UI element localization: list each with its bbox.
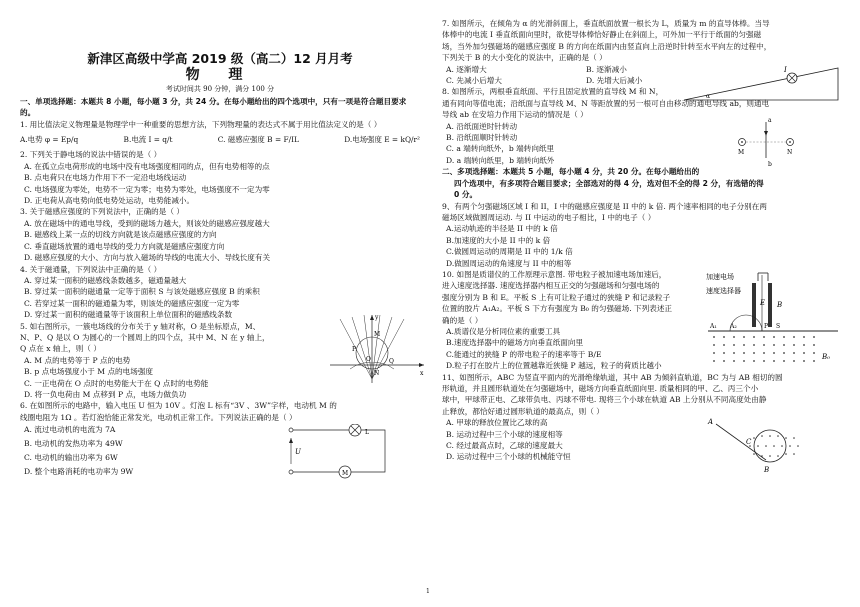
fig8-n-label: N: [787, 149, 793, 157]
mass-spectrometer-figure: [704, 271, 844, 371]
q3-option-a: A. 放在磁场中的通电导线，受到的磁场力越大，则该处的磁感应强度越大: [24, 218, 270, 228]
q11-option-a: A. 甲球的释放位置比乙球的高: [446, 418, 548, 428]
fig10-p-label: P: [764, 322, 769, 330]
q9-option-b: B.加速度的大小是 II 中的 k 倍: [446, 235, 551, 245]
fig8-b-label: b: [768, 161, 772, 169]
question-11: [442, 372, 847, 474]
fig5-o-label: O: [366, 355, 371, 363]
field-lines-figure: [320, 313, 430, 385]
q7-option-b: B. 逐渐减小: [586, 64, 627, 74]
exam-subject: 物 理: [185, 67, 255, 83]
q4-option-d: D. 穿过某一面积的磁通量等于该面积上单位面积的磁感线条数: [24, 310, 233, 320]
q7-stem-2: 体棒中的电流 I 垂直纸面向里时，欲使导体棒恰好静止在斜面上，可外加一平行于纸面的匀强磁: [442, 30, 762, 40]
fig10-b0-label: B₀: [822, 352, 830, 361]
q6-option-c: C. 电动机的输出功率为 6W: [24, 453, 118, 463]
q2-option-a: A. 在孤立点电荷形成的电场中没有电场强度相同的点，但有电势相等的点: [24, 161, 270, 171]
fig10-a2-label: A₂: [730, 322, 737, 330]
track-figure: [704, 416, 844, 478]
q2-option-c: C. 电场强度为零处，电势不一定为零；电势为零处，电场强度不一定为零: [24, 184, 270, 194]
section2-heading-2: 四个选项中，有多项符合题目要求；全部选对的得 4 分，选对但不全的得 2 分，有选错的得: [454, 178, 764, 188]
fig11-b-label: B: [764, 465, 770, 474]
q7-stem-1: 7. 如图所示，在倾角为 α 的光滑斜面上，垂直纸面放置一根长为 L，质量为 m 的直导体棒。当导: [442, 19, 770, 28]
q5-option-a: A. M 点的电势等于 P 点的电势: [24, 355, 131, 365]
q8-stem-2: 通有同向等值电流；沿纸面与直导线 M、N 等距放置的另一根可自由移动的通电导线 ab，则通电: [442, 98, 770, 108]
question-3: [20, 206, 420, 263]
left-column: [20, 0, 424, 479]
q2-option-d: D. 正电荷从高电势向低电势处运动，电势能减小。: [24, 196, 195, 206]
q9-option-d: D.做圆周运动的角速度与 II 中的相等: [446, 258, 572, 268]
q8-option-d: D. a 端转向纸里，b 端转向纸外: [446, 155, 555, 165]
q7-option-c: C. 先减小后增大: [446, 76, 502, 86]
q1-stem: 1. 用比值法定义物理量是物理学中一种重要的思想方法，下列物理量的表达式不属于用比值法定义的是（ ）: [20, 119, 382, 129]
q6-option-a: A. 流过电动机的电流为 7A: [24, 425, 116, 435]
q3-stem: 3. 关于磁感应强度的下列说法中，正确的是（ ）: [20, 207, 184, 217]
q10-stem-2: 进入速度选择器. 速度选择器内相互正交的匀强磁场和匀强电场的: [442, 281, 660, 291]
fig5-n-label: N: [374, 369, 380, 377]
q1-option-b: B.电流 I = q/t: [123, 135, 173, 145]
q8-option-b: B. 沿纸面顺时针转动: [446, 133, 518, 143]
q8-stem-1: 8. 如图所示，两根垂直纸面、平行且固定放置的直导线 M 和 N，: [442, 87, 664, 97]
fig5-x-label: x: [420, 369, 424, 377]
q7-stem-3: 场，当外加匀强磁场的磁感应强度 B 的方向在纸面内由竖直向上沿逆时针转至水平向左的过程中，: [442, 41, 772, 51]
q9-option-a: A.运动轨迹的半径是 II 中的 k 倍: [446, 224, 558, 234]
q10-stem-1: 10. 如图是质谱仪的工作原理示意图. 带电粒子被加速电场加速后，: [442, 269, 667, 279]
question-8: [442, 86, 847, 169]
question-9: [442, 201, 847, 269]
q10-stem-3: 强度分别为 B 和 E。平板 S 上有可让粒子通过的狭缝 P 和记录粒子: [442, 292, 671, 302]
q6-stem-2: 线圈电阻为 1Ω 。若灯泡恰能正常发光，电动机正常工作。下列说法正确的是（ ）: [20, 412, 297, 422]
q3-option-b: B. 磁感线上某一点的切线方向就是该点磁感应强度的方向: [24, 230, 217, 240]
q9-stem-2: 磁场区域做圆周运动. 与 II 中运动的电子相比，I 中的电子（ ）: [442, 212, 656, 222]
q10-stem-4: 位置的胶片 A₁A₂。平板 S 下方有强度为 B₀ 的匀强磁场. 下列表述正: [442, 304, 673, 314]
q3-option-c: C. 垂直磁场放置的通电导线的受力方向就是磁感应强度方向: [24, 241, 225, 251]
q1-option-c: C. 磁感应强度 B = F/IL: [217, 135, 299, 145]
section2-heading: [442, 166, 847, 200]
fig10-selector-label: 速度选择器: [706, 286, 741, 295]
fig10-e-label: E: [760, 298, 766, 307]
q9-option-c: C.做圆周运动的周期是 II 中的 1/k 倍: [446, 247, 573, 257]
q5-stem-1: 5. 如右图所示，一簇电场线的分布关于 y 轴对称，O 是坐标原点，M、: [20, 321, 261, 331]
fig7-i-label: I: [784, 66, 787, 74]
fig10-accel-label: 加速电场: [706, 272, 734, 281]
right-column: [442, 18, 847, 474]
q7-option-a: A. 逐渐增大: [446, 64, 487, 74]
fig10-s-label: S: [776, 322, 781, 330]
q6-option-d: D. 整个电路消耗的电功率为 9W: [24, 467, 134, 477]
q5-stem-2: N、P、Q 是以 O 为圆心的一个圆周上的四个点，其中 M、N 在 y 轴上，: [20, 332, 270, 342]
q11-stem-2: 形轨道，并且圆形轨道处在匀强磁场中，磁场方向垂直纸面向里. 质量相同的甲、乙、丙三个小: [442, 384, 759, 393]
fig5-m-label: M: [374, 330, 381, 338]
q1-option-d: D.电场强度 E = kQ/r²: [344, 135, 420, 145]
q11-option-b: B. 运动过程中三个小球的速度相等: [446, 429, 563, 439]
q5-option-c: C. 一正电荷在 O 点时的电势能大于在 Q 点时的电势能: [24, 378, 209, 388]
fig11-c-label: C: [746, 437, 752, 446]
q8-option-c: C. a 端转向纸外，b 端转向纸里: [446, 144, 555, 154]
section2-heading-3: 0 分。: [454, 190, 478, 200]
q10-option-d: D.粒子打在胶片上的位置越靠近狭缝 P 越远，粒子的荷质比越小: [446, 361, 662, 371]
q10-option-a: A.质谱仪是分析同位素的重要工具: [446, 326, 561, 336]
wires-figure: [732, 112, 802, 168]
q11-stem-4: 止释放，都恰好通过圆形轨道的最高点，则（ ）: [442, 406, 604, 416]
q5-stem-3: Q 点在 x 轴上，则（ ）: [20, 344, 101, 354]
fig8-a-label: a: [768, 117, 772, 125]
fig6-m-label: M: [342, 470, 349, 478]
section1-heading: 一、单项选择题：本题共 8 小题，每小题 3 分，共 24 分。在每小题给出的四个选项中，只有一项是符合题目要求的。: [20, 96, 407, 118]
fig5-y-label: y: [375, 313, 379, 321]
q4-option-c: C. 若穿过某一面积的磁通量为零，则该处的磁感应强度一定为零: [24, 298, 240, 308]
q10-option-c: C.能通过的狭缝 P 的带电粒子的速率等于 B/E: [446, 349, 602, 359]
q7-stem-4: 下列关于 B 的大小变化的说法中，正确的是（ ）: [442, 53, 607, 63]
q11-option-c: C. 经过最高点时，乙球的速度最大: [446, 441, 563, 451]
q5-option-b: B. p 点电场强度小于 M 点的电场强度: [24, 367, 154, 377]
q6-option-b: B. 电动机的发热功率为 49W: [24, 439, 123, 449]
q2-stem: 2. 下列关于静电场的说法中错误的是（ ）: [20, 150, 162, 160]
fig6-l-label: L: [365, 429, 369, 437]
section2-heading-1: 二、多项选择题：本题共 5 小题，每小题 4 分，共 20 分。在每小题给出的: [442, 167, 700, 177]
fig10-a1-label: A₁: [710, 322, 717, 330]
motor-circuit-figure: [285, 424, 395, 480]
q11-stem-3: 球中，甲球带正电、乙球带负电、丙球不带电. 现将三个小球在轨道 AB 上分别从不同高度处由静: [442, 395, 767, 405]
fig5-p-label: P: [352, 345, 357, 353]
fig11-a-label: A: [708, 417, 714, 426]
exam-title: 新津区高级中学高 2019 级（高二）12 月月考: [87, 51, 353, 66]
page-number: 1: [426, 588, 430, 595]
q10-option-b: B.速度选择器中的磁场方向垂直纸面向里: [446, 338, 584, 348]
q4-option-b: B. 穿过某一面积的磁通量一定等于面积 S 与该处磁感应强度 B 的乘积: [24, 287, 260, 297]
fig10-b-label: B: [777, 300, 783, 309]
q11-stem-1: 11、如图所示，ABC 为竖直平面内的光滑绝缘轨道，其中 AB 为倾斜直轨道，BC 为与 AB 相切的圆: [442, 372, 783, 382]
question-6: [20, 400, 420, 479]
exam-meta: 考试时间共 90 分钟，满分 100 分: [165, 85, 275, 94]
q6-stem-1: 6. 在如图所示的电路中，输入电压 U 恒为 10V 。灯泡 L 标有“3V 、3W”字样，电动机 M 的: [20, 401, 337, 411]
q9-stem-1: 9、有两个匀强磁场区域 I 和 II，I 中的磁感应强度是 II 中的 k 倍. 两个速率相同的电子分别在两: [442, 201, 767, 211]
question-2: [20, 149, 420, 206]
q4-stem: 4. 关于磁通量，下列说法中正确的是（ ）: [20, 264, 162, 274]
fig6-u-label: U: [295, 448, 301, 457]
q2-option-b: B. 点电荷只在电场力作用下不一定沿电场线运动: [24, 173, 187, 183]
q10-stem-5: 确的是（ ）: [442, 315, 483, 325]
q8-stem-3: 导线 ab 在安培力作用下运动的情况是（ ）: [442, 110, 588, 120]
q4-option-a: A. 穿过某一面积的磁感线条数越多，磁通量越大: [24, 275, 187, 285]
q1-option-a: A.电势 φ = Ep/q: [20, 135, 79, 145]
q5-option-d: D. 将一负电荷由 M 点移到 P 点，电场力做负功: [24, 389, 187, 399]
question-1: [20, 119, 420, 146]
fig7-alpha-label: α: [706, 93, 711, 100]
fig5-q-label: Q: [389, 357, 394, 365]
question-10: [442, 269, 847, 372]
q3-option-d: D. 磁感应强度的大小、方向与放入磁场的导线的电流大小、导线长度有关: [24, 253, 271, 263]
fig8-m-label: M: [738, 149, 745, 157]
q8-option-a: A. 沿纸面逆时针转动: [446, 121, 518, 131]
q7-option-d: D. 先增大后减小: [586, 76, 643, 86]
q11-option-d: D. 运动过程中三个小球的机械能守恒: [446, 452, 571, 462]
